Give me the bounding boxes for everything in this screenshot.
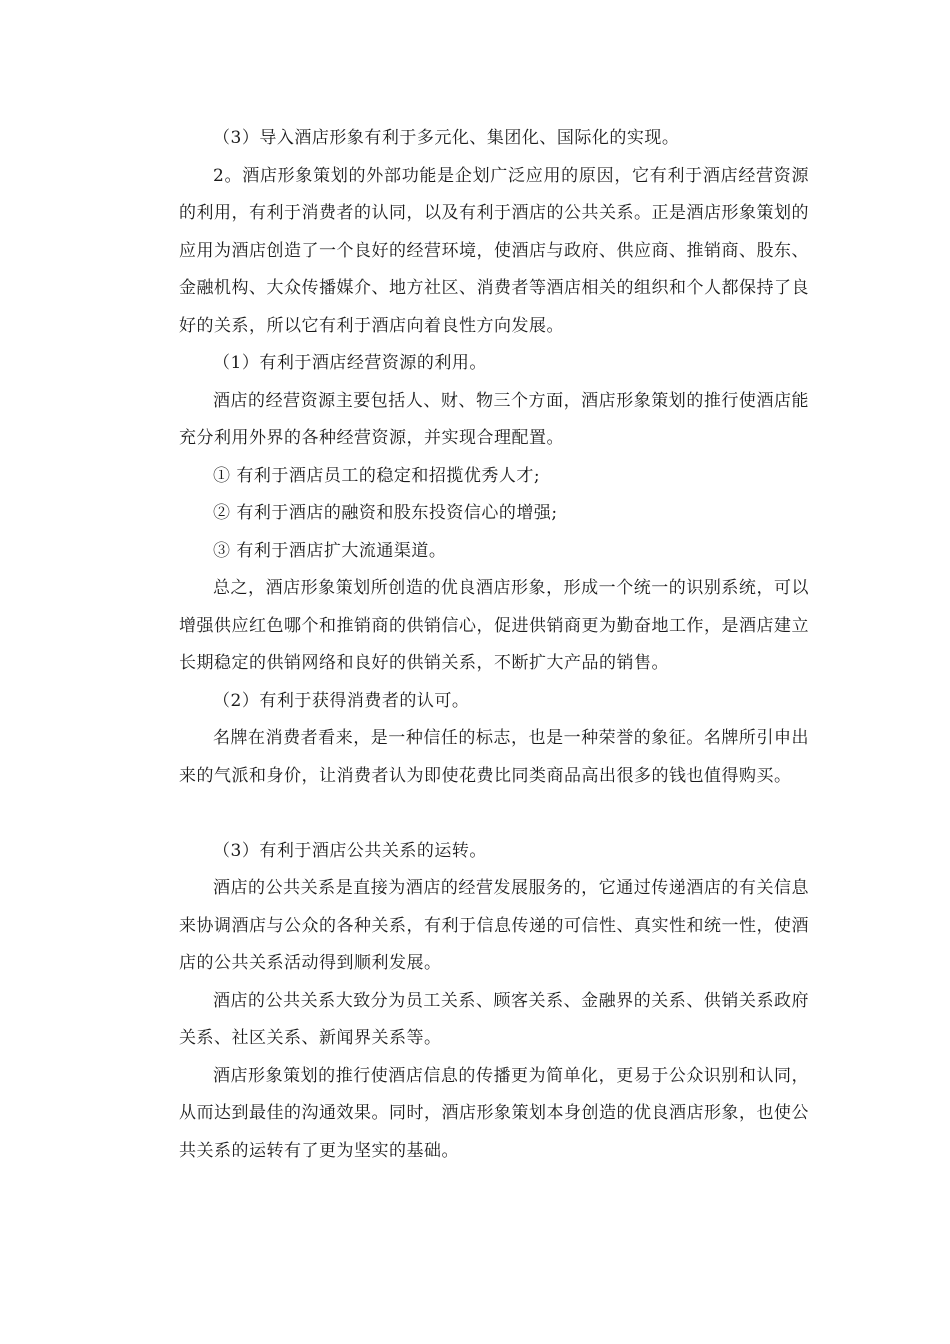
paragraph-external-function: 2。酒店形象策划的外部功能是企划广泛应用的原因，它有利于酒店经营资源的利用，有利于消费者的认同，以及有利于酒店的公共关系。正是酒店形象策划的应用为酒店创造了一个良好的经营环境，使酒店与政府、供应商、推销商、股东、金融机构、大众传播媒介、地方社区、消费者等酒店相关的组织和个人都保持了良好的关系，所以它有利于酒店向着良性方向发展。 — [179, 165, 809, 336]
paragraph-gap — [179, 795, 809, 833]
paragraph-heading-resource-use: （1）有利于酒店经营资源的利用。 — [213, 353, 487, 373]
paragraph-communication: 酒店形象策划的推行使酒店信息的传播更为简单化，更易于公众识别和认同，从而达到最佳的沟通效果。同时，酒店形象策划本身创造的优良酒店形象，也使公共关系的运转有了更为坚实的基础。 — [179, 1065, 809, 1161]
paragraph-resources: 酒店的经营资源主要包括人、财、物三个方面，酒店形象策划的推行使酒店能充分利用外界的各种经营资源，并实现合理配置。 — [179, 390, 809, 448]
list-item-channels: ③ 有利于酒店扩大流通渠道。 — [213, 540, 447, 561]
list-item-staff: ① 有利于酒店员工的稳定和招揽优秀人才; — [213, 465, 541, 486]
document-body — [179, 120, 809, 1170]
paragraph-import-image-benefits: （3）导入酒店形象有利于多元化、集团化、国际化的实现。 — [213, 128, 680, 148]
paragraph-heading-public-relations: （3）有利于酒店公共关系的运转。 — [213, 840, 487, 861]
paragraph-brand: 名牌在消费者看来，是一种信任的标志，也是一种荣誉的象征。名牌所引申出来的气派和身价，让消费者认为即使花费比同类商品高出很多的钱也值得购买。 — [179, 728, 809, 786]
paragraph-heading-consumer: （2）有利于获得消费者的认可。 — [213, 690, 470, 711]
paragraph-relation-types: 酒店的公共关系大致分为员工关系、顾客关系、金融界的关系、供销关系政府关系、社区关系、新闻界关系等。 — [179, 990, 809, 1048]
paragraph-public-relations: 酒店的公共关系是直接为酒店的经营发展服务的，它通过传递酒店的有关信息来协调酒店与公众的各种关系，有利于信息传递的可信性、真实性和统一性，使酒店的公共关系活动得到顺利发展。 — [179, 878, 809, 973]
paragraph-summary: 总之，酒店形象策划所创造的优良酒店形象，形成一个统一的识别系统，可以增强供应红色哪个和推销商的供销信心，促进供销商更为勤奋地工作，是酒店建立长期稳定的供销网络和良好的供销关系，不断扩大产品的销售。 — [179, 578, 809, 673]
list-item-financing: ② 有利于酒店的融资和股东投资信心的增强; — [213, 503, 558, 523]
